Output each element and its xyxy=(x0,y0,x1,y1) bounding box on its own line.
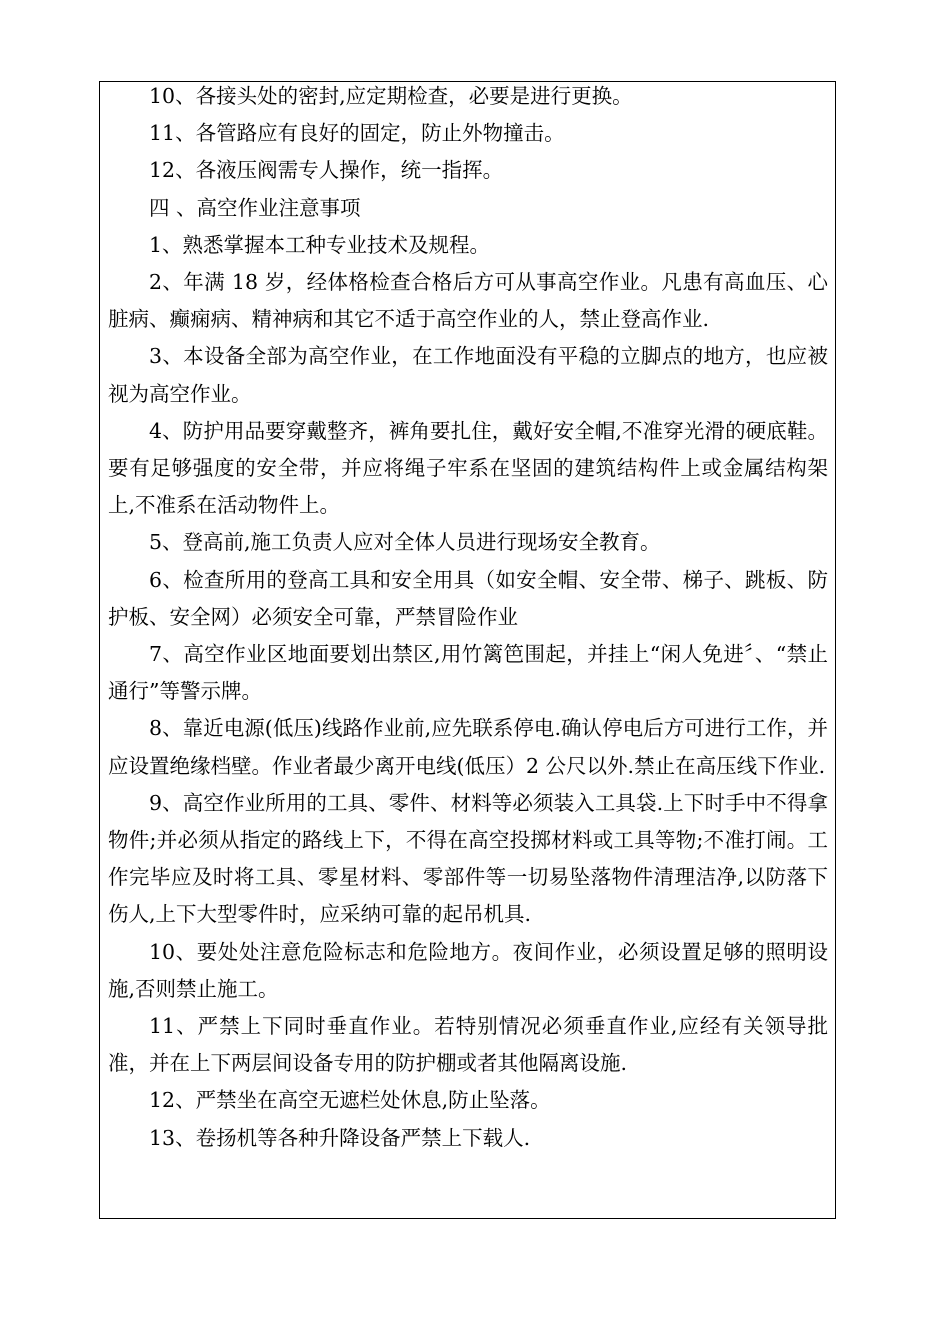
paragraph: 7、高空作业区地面要划出禁区,用竹篱笆围起，并挂上“闲人免进〞、“禁止通行”等警示牌。 xyxy=(108,642,828,704)
paragraph: 12、严禁坐在高空无遮栏处休息,防止坠落。 xyxy=(149,1088,551,1113)
paragraph: 4、防护用品要穿戴整齐，裤角要扎住，戴好安全帽,不准穿光滑的硬底鞋。要有足够强度的安全带，并应将绳子牢系在坚固的建筑结构件上或金属结构架上,不准系在活动物件上。 xyxy=(108,418,828,518)
paragraph: 13、卷扬机等各种升降设备严禁上下载人. xyxy=(149,1125,531,1150)
paragraph: 11、各管路应有良好的固定，防止外物撞击。 xyxy=(149,121,565,146)
section-heading: 四 、高空作业注意事项 xyxy=(149,195,361,220)
document-body xyxy=(108,82,828,1157)
paragraph: 12、各液压阀需专人操作，统一指挥。 xyxy=(149,158,504,183)
paragraph: 8、靠近电源(低压)线路作业前,应先联系停电.确认停电后方可进行工作，并应设置绝缘档壁。作业者最少离开电线(低压）2 公尺以外.禁止在高压线下作业. xyxy=(108,716,828,778)
paragraph: 3、本设备全部为高空作业，在工作地面没有平稳的立脚点的地方，也应被视为高空作业。 xyxy=(108,344,828,406)
paragraph: 6、检查所用的登高工具和安全用具（如安全帽、安全带、梯子、跳板、防护板、安全网）必须安全可靠，严禁冒险作业 xyxy=(108,567,828,629)
paragraph: 11、严禁上下同时垂直作业。若特别情况必须垂直作业,应经有关领导批准，并在上下两层间设备专用的防护棚或者其他隔离设施. xyxy=(108,1014,828,1076)
paragraph: 5、登高前,施工负责人应对全体人员进行现场安全教育。 xyxy=(149,530,661,555)
paragraph: 10、要处处注意危险标志和危险地方。夜间作业，必须设置足够的照明设施,否则禁止施工。 xyxy=(108,939,828,1001)
paragraph: 2、年满 18 岁，经体格检查合格后方可从事高空作业。凡患有高血压、心脏病、癫痫病、精神病和其它不适于高空作业的人，禁止登高作业. xyxy=(108,270,828,332)
document-table-cell xyxy=(99,81,836,1219)
paragraph: 10、各接头处的密封,应定期检查，必要是进行更换。 xyxy=(149,84,633,108)
paragraph: 1、熟悉掌握本工种专业技术及规程。 xyxy=(149,232,491,257)
paragraph: 9、高空作业所用的工具、零件、材料等必须装入工具袋.上下时手中不得拿物件;并必须从指定的路线上下，不得在高空投掷材料或工具等物;不准打闹。工作完毕应及时将工具、零星材料、零部件等一切易坠落物件清理洁净,以防落下伤人,上下大型零件时，应采纳可靠的起吊机具. xyxy=(108,790,828,927)
